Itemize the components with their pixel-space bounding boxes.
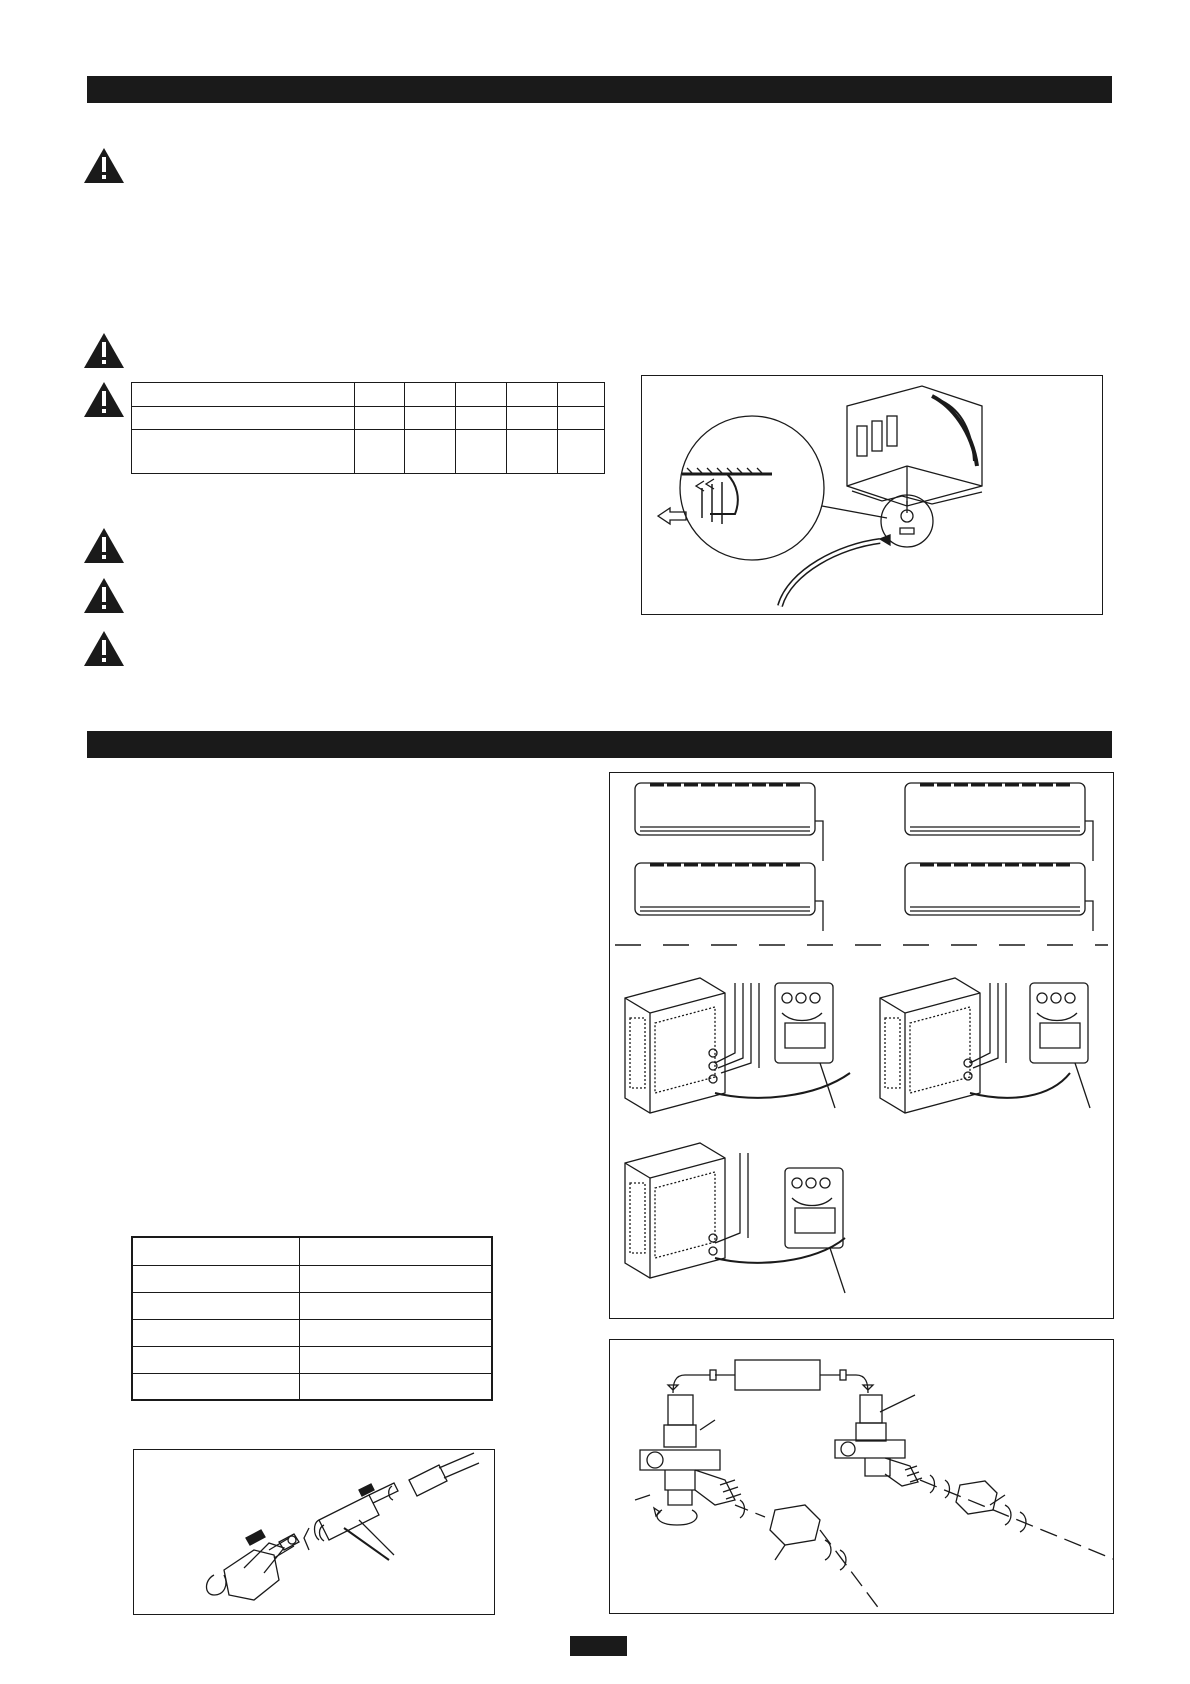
pressure-table bbox=[131, 1236, 493, 1401]
drain-pipe-figure bbox=[641, 375, 1103, 615]
section-header-bar-2 bbox=[87, 731, 1112, 758]
table-row bbox=[132, 383, 605, 407]
table-row bbox=[132, 1319, 492, 1346]
valve-connection-figure bbox=[609, 1339, 1114, 1614]
warning-triangle-icon bbox=[83, 527, 125, 564]
pipe-flare-figure bbox=[133, 1449, 495, 1615]
warning-triangle-icon bbox=[83, 577, 125, 614]
warning-triangle-icon bbox=[83, 630, 125, 667]
table-row bbox=[132, 1237, 492, 1265]
table-row bbox=[132, 1292, 492, 1319]
section-header-bar-1 bbox=[87, 76, 1112, 103]
warning-triangle-icon bbox=[83, 147, 125, 184]
vacuum-pump-figure bbox=[609, 772, 1114, 1319]
spec-table bbox=[131, 382, 605, 474]
warning-triangle-icon bbox=[83, 332, 125, 369]
table-row bbox=[132, 1265, 492, 1292]
page-number bbox=[570, 1636, 627, 1656]
table-row bbox=[132, 430, 605, 474]
table-row bbox=[132, 407, 605, 430]
table-row bbox=[132, 1373, 492, 1400]
warning-triangle-icon bbox=[83, 381, 125, 418]
table-row bbox=[132, 1346, 492, 1373]
